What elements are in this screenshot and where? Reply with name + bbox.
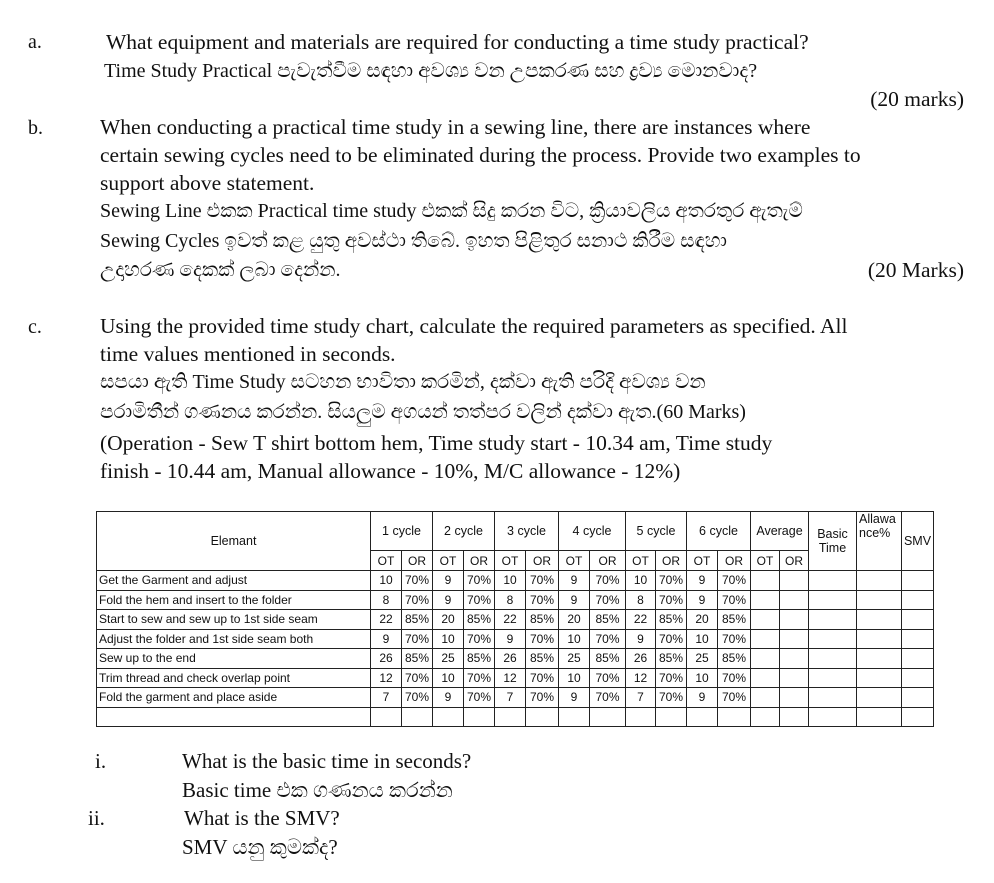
ot-header: OT	[495, 551, 526, 571]
table-row	[97, 590, 934, 610]
allowance-cell	[857, 590, 902, 610]
or-cell: 70%	[656, 688, 687, 708]
time-study-table	[96, 511, 934, 727]
ot-cell: 12	[626, 668, 656, 688]
element-cell: Get the Garment and adjust	[97, 571, 371, 591]
ot-cell: 25	[687, 649, 718, 669]
cycle-header-3: 3 cycle	[495, 512, 559, 551]
average-header: Average	[751, 512, 809, 551]
ot-header: OT	[687, 551, 718, 571]
or-cell: 70%	[526, 668, 559, 688]
ot-cell: 8	[371, 590, 402, 610]
ot-cell: 9	[559, 571, 590, 591]
empty-cell	[402, 707, 433, 727]
smv-header: SMV	[902, 512, 934, 571]
allowance-cell	[857, 610, 902, 630]
basic-time-header: Basic Time	[809, 512, 857, 571]
ot-cell: 9	[433, 590, 464, 610]
table-row	[97, 629, 934, 649]
question-b-line2: certain sewing cycles need to be eliminated during the process. Provide two examples to	[100, 143, 861, 167]
avg-or-cell	[780, 668, 809, 688]
sub-question-i-line2: Basic time එක ගණනය කරන්න	[182, 778, 453, 802]
ot-cell: 9	[433, 688, 464, 708]
ot-header: OT	[433, 551, 464, 571]
ot-cell: 25	[559, 649, 590, 669]
or-cell: 85%	[526, 649, 559, 669]
or-cell: 85%	[526, 610, 559, 630]
ot-cell: 20	[687, 610, 718, 630]
table-row	[97, 688, 934, 708]
or-cell: 70%	[526, 590, 559, 610]
or-cell: 70%	[402, 668, 433, 688]
or-cell: 70%	[590, 629, 626, 649]
or-cell: 70%	[464, 668, 495, 688]
avg-ot-header: OT	[751, 551, 780, 571]
basic-time-cell	[809, 688, 857, 708]
ot-cell: 20	[433, 610, 464, 630]
ot-cell: 10	[433, 668, 464, 688]
ot-cell: 12	[495, 668, 526, 688]
or-cell: 85%	[656, 649, 687, 669]
question-b-label: b.	[28, 117, 43, 139]
or-cell: 70%	[656, 629, 687, 649]
sub-question-ii-line1: What is the SMV?	[184, 806, 340, 830]
ot-cell: 26	[495, 649, 526, 669]
element-cell: Start to sew and sew up to 1st side seam	[97, 610, 371, 630]
empty-cell	[464, 707, 495, 727]
or-cell: 70%	[590, 590, 626, 610]
ot-cell: 7	[371, 688, 402, 708]
or-cell: 70%	[526, 629, 559, 649]
ot-cell: 9	[371, 629, 402, 649]
question-b-line4: Sewing Line එකක Practical time study එකක් සිදු කරන විට, ක්‍රියාවලිය අතරතුර ඇතැම්	[100, 200, 803, 222]
or-cell: 70%	[718, 629, 751, 649]
ot-cell: 9	[495, 629, 526, 649]
avg-or-cell	[780, 610, 809, 630]
avg-ot-cell	[751, 610, 780, 630]
element-cell: Sew up to the end	[97, 649, 371, 669]
or-cell: 70%	[656, 668, 687, 688]
ot-cell: 10	[626, 571, 656, 591]
ot-cell: 26	[371, 649, 402, 669]
question-c-line1: Using the provided time study chart, calculate the required parameters as specified. All	[100, 314, 848, 338]
or-cell: 70%	[402, 590, 433, 610]
avg-ot-cell	[751, 571, 780, 591]
smv-cell	[902, 590, 934, 610]
smv-cell	[902, 610, 934, 630]
ot-cell: 20	[559, 610, 590, 630]
question-b-line3: support above statement.	[100, 171, 315, 195]
ot-cell: 10	[433, 629, 464, 649]
or-header: OR	[718, 551, 751, 571]
empty-cell	[718, 707, 751, 727]
ot-cell: 9	[433, 571, 464, 591]
table-row	[97, 668, 934, 688]
ot-cell: 22	[371, 610, 402, 630]
avg-ot-cell	[751, 649, 780, 669]
ot-cell: 9	[687, 590, 718, 610]
or-header: OR	[464, 551, 495, 571]
table-row	[97, 610, 934, 630]
avg-or-cell	[780, 688, 809, 708]
empty-cell	[780, 707, 809, 727]
ot-header: OT	[559, 551, 590, 571]
cycle-header-4: 4 cycle	[559, 512, 626, 551]
ot-cell: 10	[559, 629, 590, 649]
empty-cell	[97, 707, 371, 727]
or-cell: 85%	[656, 610, 687, 630]
question-b-line1: When conducting a practical time study in a sewing line, there are instances where	[100, 115, 811, 139]
element-cell: Adjust the folder and 1st side seam both	[97, 629, 371, 649]
question-c-line5: (Operation - Sew T shirt bottom hem, Time study start - 10.34 am, Time study	[100, 431, 773, 455]
avg-ot-cell	[751, 688, 780, 708]
cycle-header-2: 2 cycle	[433, 512, 495, 551]
smv-cell	[902, 668, 934, 688]
smv-cell	[902, 629, 934, 649]
or-cell: 85%	[718, 649, 751, 669]
or-cell: 70%	[402, 688, 433, 708]
table-header-row	[97, 512, 934, 551]
avg-or-cell	[780, 629, 809, 649]
avg-ot-cell	[751, 629, 780, 649]
ot-cell: 25	[433, 649, 464, 669]
question-c-line2: time values mentioned in seconds.	[100, 342, 396, 366]
avg-or-cell	[780, 649, 809, 669]
or-header: OR	[402, 551, 433, 571]
ot-cell: 9	[626, 629, 656, 649]
ot-cell: 22	[626, 610, 656, 630]
or-cell: 85%	[464, 649, 495, 669]
empty-cell	[559, 707, 590, 727]
ot-cell: 9	[687, 688, 718, 708]
ot-cell: 10	[495, 571, 526, 591]
question-c-label: c.	[28, 316, 42, 338]
or-cell: 70%	[464, 688, 495, 708]
ot-cell: 12	[371, 668, 402, 688]
avg-ot-cell	[751, 668, 780, 688]
table-row-empty	[97, 707, 934, 727]
empty-cell	[590, 707, 626, 727]
avg-or-cell	[780, 571, 809, 591]
ot-cell: 7	[626, 688, 656, 708]
empty-cell	[656, 707, 687, 727]
cycle-header-1: 1 cycle	[371, 512, 433, 551]
question-b-marks: (20 Marks)	[867, 258, 964, 282]
ot-cell: 10	[371, 571, 402, 591]
question-b-line6: උදාහරණ දෙකක් ලබා දෙන්න.	[100, 259, 341, 281]
empty-cell	[809, 707, 857, 727]
basic-time-cell	[809, 649, 857, 669]
ot-cell: 9	[559, 688, 590, 708]
sub-question-ii-line2: SMV යනු කුමක්ද?	[182, 835, 338, 859]
ot-header: OT	[626, 551, 656, 571]
allowance-cell	[857, 629, 902, 649]
question-a-line2: Time Study Practical පැවැත්වීම සඳහා අවශ්‍ය වන උපකරණ සහ ද්‍රව්‍ය මොනවාද?	[104, 60, 758, 82]
or-cell: 85%	[590, 649, 626, 669]
cycle-header-5: 5 cycle	[626, 512, 687, 551]
allowance-header: Allawa nce%	[857, 512, 902, 571]
or-cell: 70%	[718, 688, 751, 708]
question-c-line6: finish - 10.44 am, Manual allowance - 10%, M/C allowance - 12%)	[100, 459, 681, 483]
allowance-cell	[857, 668, 902, 688]
question-c-line4: පරාමිතීන් ගණනය කරන්න. සියලුම අගයන් තත්පර වලින් දක්වා ඇත.(60 Marks)	[100, 401, 746, 423]
ot-cell: 9	[687, 571, 718, 591]
or-cell: 70%	[718, 668, 751, 688]
sub-question-ii-label: ii.	[88, 806, 105, 830]
ot-cell: 10	[687, 668, 718, 688]
ot-cell: 26	[626, 649, 656, 669]
empty-cell	[857, 707, 902, 727]
or-cell: 70%	[656, 590, 687, 610]
question-b-line5: Sewing Cycles ඉවත් කළ යුතු අවස්ථා තිබේ. ඉහත පිළිතුර සනාථ කිරීම සඳහා	[100, 230, 728, 252]
ot-cell: 22	[495, 610, 526, 630]
or-cell: 85%	[590, 610, 626, 630]
empty-cell	[751, 707, 780, 727]
empty-cell	[526, 707, 559, 727]
or-cell: 85%	[464, 610, 495, 630]
or-cell: 70%	[526, 688, 559, 708]
ot-cell: 9	[559, 590, 590, 610]
empty-cell	[687, 707, 718, 727]
or-header: OR	[656, 551, 687, 571]
element-cell: Fold the garment and place aside	[97, 688, 371, 708]
smv-cell	[902, 688, 934, 708]
ot-cell: 10	[687, 629, 718, 649]
or-cell: 70%	[402, 629, 433, 649]
sub-question-i-label: i.	[95, 749, 107, 773]
ot-cell: 10	[559, 668, 590, 688]
sub-question-i-line1: What is the basic time in seconds?	[182, 749, 472, 773]
question-a-marks: (20 marks)	[870, 87, 964, 111]
or-cell: 70%	[464, 629, 495, 649]
or-cell: 70%	[464, 571, 495, 591]
smv-cell	[902, 649, 934, 669]
or-header: OR	[590, 551, 626, 571]
or-cell: 70%	[590, 668, 626, 688]
or-cell: 70%	[402, 571, 433, 591]
allowance-cell	[857, 571, 902, 591]
basic-time-cell	[809, 610, 857, 630]
empty-cell	[495, 707, 526, 727]
empty-cell	[433, 707, 464, 727]
question-a-label: a.	[28, 31, 42, 53]
allowance-cell	[857, 688, 902, 708]
basic-time-cell	[809, 668, 857, 688]
element-cell: Trim thread and check overlap point	[97, 668, 371, 688]
smv-cell	[902, 571, 934, 591]
empty-cell	[902, 707, 934, 727]
or-cell: 70%	[526, 571, 559, 591]
or-cell: 70%	[718, 590, 751, 610]
cycle-header-6: 6 cycle	[687, 512, 751, 551]
element-cell: Fold the hem and insert to the folder	[97, 590, 371, 610]
question-a-line1: What equipment and materials are required for conducting a time study practical?	[106, 30, 809, 54]
avg-or-cell	[780, 590, 809, 610]
basic-time-cell	[809, 629, 857, 649]
ot-cell: 8	[495, 590, 526, 610]
avg-or-header: OR	[780, 551, 809, 571]
basic-time-cell	[809, 590, 857, 610]
or-cell: 85%	[402, 610, 433, 630]
or-header: OR	[526, 551, 559, 571]
allowance-cell	[857, 649, 902, 669]
table-row	[97, 571, 934, 591]
question-c-line3: සපයා ඇති Time Study සටහන භාවිතා කරමින්, දක්වා ඇති පරිදි අවශ්‍ය වන	[100, 371, 706, 393]
or-cell: 70%	[718, 571, 751, 591]
ot-cell: 7	[495, 688, 526, 708]
empty-cell	[626, 707, 656, 727]
or-cell: 85%	[718, 610, 751, 630]
avg-ot-cell	[751, 590, 780, 610]
table-row	[97, 649, 934, 669]
ot-cell: 8	[626, 590, 656, 610]
ot-header: OT	[371, 551, 402, 571]
basic-time-cell	[809, 571, 857, 591]
element-header: Elemant	[97, 512, 371, 571]
or-cell: 70%	[590, 688, 626, 708]
or-cell: 85%	[402, 649, 433, 669]
or-cell: 70%	[656, 571, 687, 591]
empty-cell	[371, 707, 402, 727]
or-cell: 70%	[464, 590, 495, 610]
or-cell: 70%	[590, 571, 626, 591]
